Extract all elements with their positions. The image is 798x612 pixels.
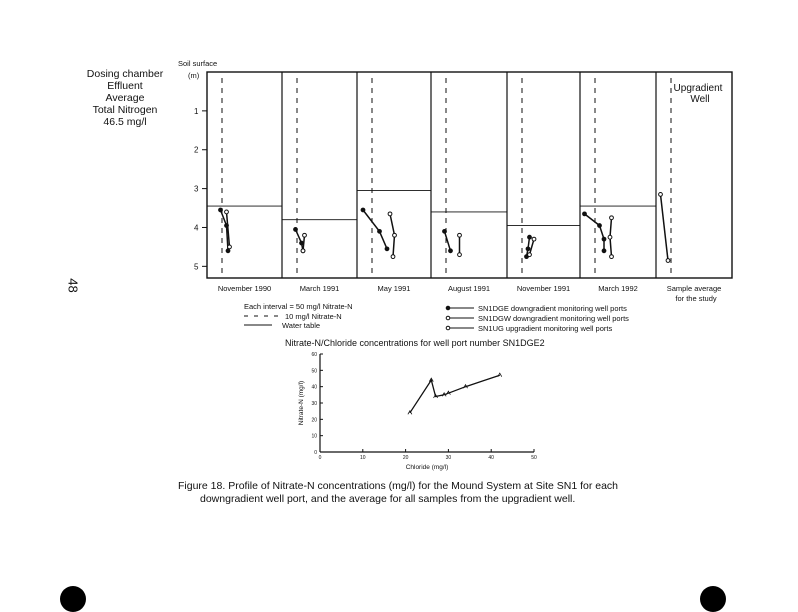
scatter-series-line (410, 375, 500, 413)
scatter-x-tick-label: 20 (402, 455, 409, 461)
data-point-dge (300, 241, 304, 245)
legend-dashed-text: 10 mg/l Nitrate-N (285, 312, 342, 321)
series-line-dge (445, 231, 451, 250)
legend (244, 302, 629, 333)
series-line-dgw (530, 239, 535, 255)
data-point-dge (583, 212, 587, 216)
scatter-x-tick-label: 50 (531, 455, 537, 461)
data-point-dgw (228, 245, 232, 249)
data-point-dge (528, 235, 532, 239)
y-tick-label: 3 (194, 184, 199, 194)
data-point-dge (443, 229, 447, 233)
y-axis-unit: (m) (188, 71, 200, 80)
scatter-y-tick-label: 30 (311, 401, 317, 407)
data-point-dgw (393, 233, 397, 237)
scatter-x-tick-label: 10 (360, 455, 366, 461)
data-point-dge (361, 208, 365, 212)
figure-caption (178, 480, 648, 506)
scatter-y-tick-label: 60 (311, 352, 317, 358)
data-point-dgw (391, 255, 395, 259)
panel-date-label: Sample average (666, 284, 722, 293)
y-tick-label: 2 (194, 145, 199, 155)
dosing-value: 46.5 mg/l (103, 116, 147, 128)
legend-dgw-text: SN1DGW downgradient monitoring well ports (478, 314, 629, 323)
scatter-title: Nitrate-N/Chloride concentrations for well port number SN1DGE2 (285, 338, 545, 348)
panel-date-label: November 1990 (217, 284, 272, 293)
data-point-dgw (225, 210, 229, 214)
data-point-dgw (608, 235, 612, 239)
data-point-ug (659, 193, 663, 197)
data-point-dge (598, 224, 602, 228)
dosing-line-4: Total Nitrogen (92, 104, 158, 116)
series-line-ug (661, 194, 669, 260)
binder-hole-left (60, 586, 86, 612)
data-point-ug (666, 259, 670, 263)
panel-title: Upgradient (673, 83, 723, 94)
data-point-dge (378, 229, 382, 233)
data-point-dge (526, 247, 530, 251)
dosing-line-1: Dosing chamber (86, 68, 164, 80)
scatter-y-tick-label: 50 (311, 368, 317, 375)
scatter-y-label: Nitrate-N (mg/l) (298, 380, 305, 426)
data-point-dgw (388, 212, 392, 216)
y-tick-label: 5 (194, 262, 199, 272)
caption-line-1: Figure 18. Profile of Nitrate-N concentrations (mg/l) for the Mound System at Site SN1 for each (178, 480, 619, 492)
data-point-dgw (532, 237, 536, 241)
binder-hole-right (700, 586, 726, 612)
y-tick-label: 4 (194, 223, 199, 233)
data-point-dge (602, 249, 606, 253)
panel-date-label: March 1992 (598, 284, 638, 293)
data-point-dge (294, 228, 298, 232)
series-line-dge (585, 214, 605, 251)
nitrate-chloride-chart (285, 338, 545, 471)
scatter-y-tick-label: 20 (311, 417, 317, 424)
data-point-dgw (301, 249, 305, 253)
data-point-dge (226, 249, 230, 253)
scatter-x-label: Chloride (mg/l) (405, 464, 449, 471)
series-line-dge (363, 210, 387, 249)
data-point-dge (385, 247, 389, 251)
page-number: 48 (65, 278, 81, 293)
panel-date-label: March 1991 (299, 284, 340, 293)
dosing-line-2: Effluent (107, 80, 143, 92)
data-point-dgw (610, 255, 614, 259)
panel-date-label: May 1991 (377, 284, 411, 293)
legend-interval-text: Each interval = 50 mg/l Nitrate-N (244, 302, 353, 311)
data-point-dgw (610, 216, 614, 220)
profile-chart (178, 59, 732, 303)
legend-water-text: Water table (282, 321, 321, 330)
legend-ug-marker (446, 326, 450, 330)
scatter-x-tick-label: 0 (318, 455, 322, 461)
legend-ug-text: SN1UG upgradient monitoring well ports (478, 324, 613, 333)
data-point-dge (449, 249, 453, 253)
panel-date-label-line-2: for the study (675, 294, 717, 303)
panel-date-label: November 1991 (516, 284, 571, 293)
y-tick-label: 1 (194, 106, 199, 116)
y-axis-title: Soil surface (178, 59, 218, 68)
scatter-y-tick-label: 40 (311, 384, 317, 391)
data-point-dgw (458, 253, 462, 257)
legend-dge-text: SN1DGE downgradient monitoring well ports (478, 304, 627, 313)
scatter-y-tick-label: 0 (314, 450, 317, 456)
profile-frame (207, 72, 732, 278)
data-point-dgw (458, 233, 462, 237)
panel-title-line-2: Well (690, 94, 710, 105)
scatter-point (498, 373, 502, 377)
data-point-dge (602, 237, 606, 241)
scatter-y-tick-label: 10 (311, 433, 317, 440)
data-point-dge (219, 208, 223, 212)
legend-dgw-marker (446, 316, 450, 320)
data-point-dgw (528, 253, 532, 257)
dosing-line-3: Average (105, 92, 145, 104)
panel-date-label: August 1991 (447, 284, 491, 293)
data-point-dgw (303, 233, 307, 237)
scatter-x-tick-label: 40 (488, 455, 494, 461)
legend-dge-marker (446, 306, 450, 310)
caption-line-2: downgradient well port, and the average for all samples from the upgradient well. (200, 493, 576, 505)
scatter-x-tick-label: 30 (445, 455, 452, 461)
